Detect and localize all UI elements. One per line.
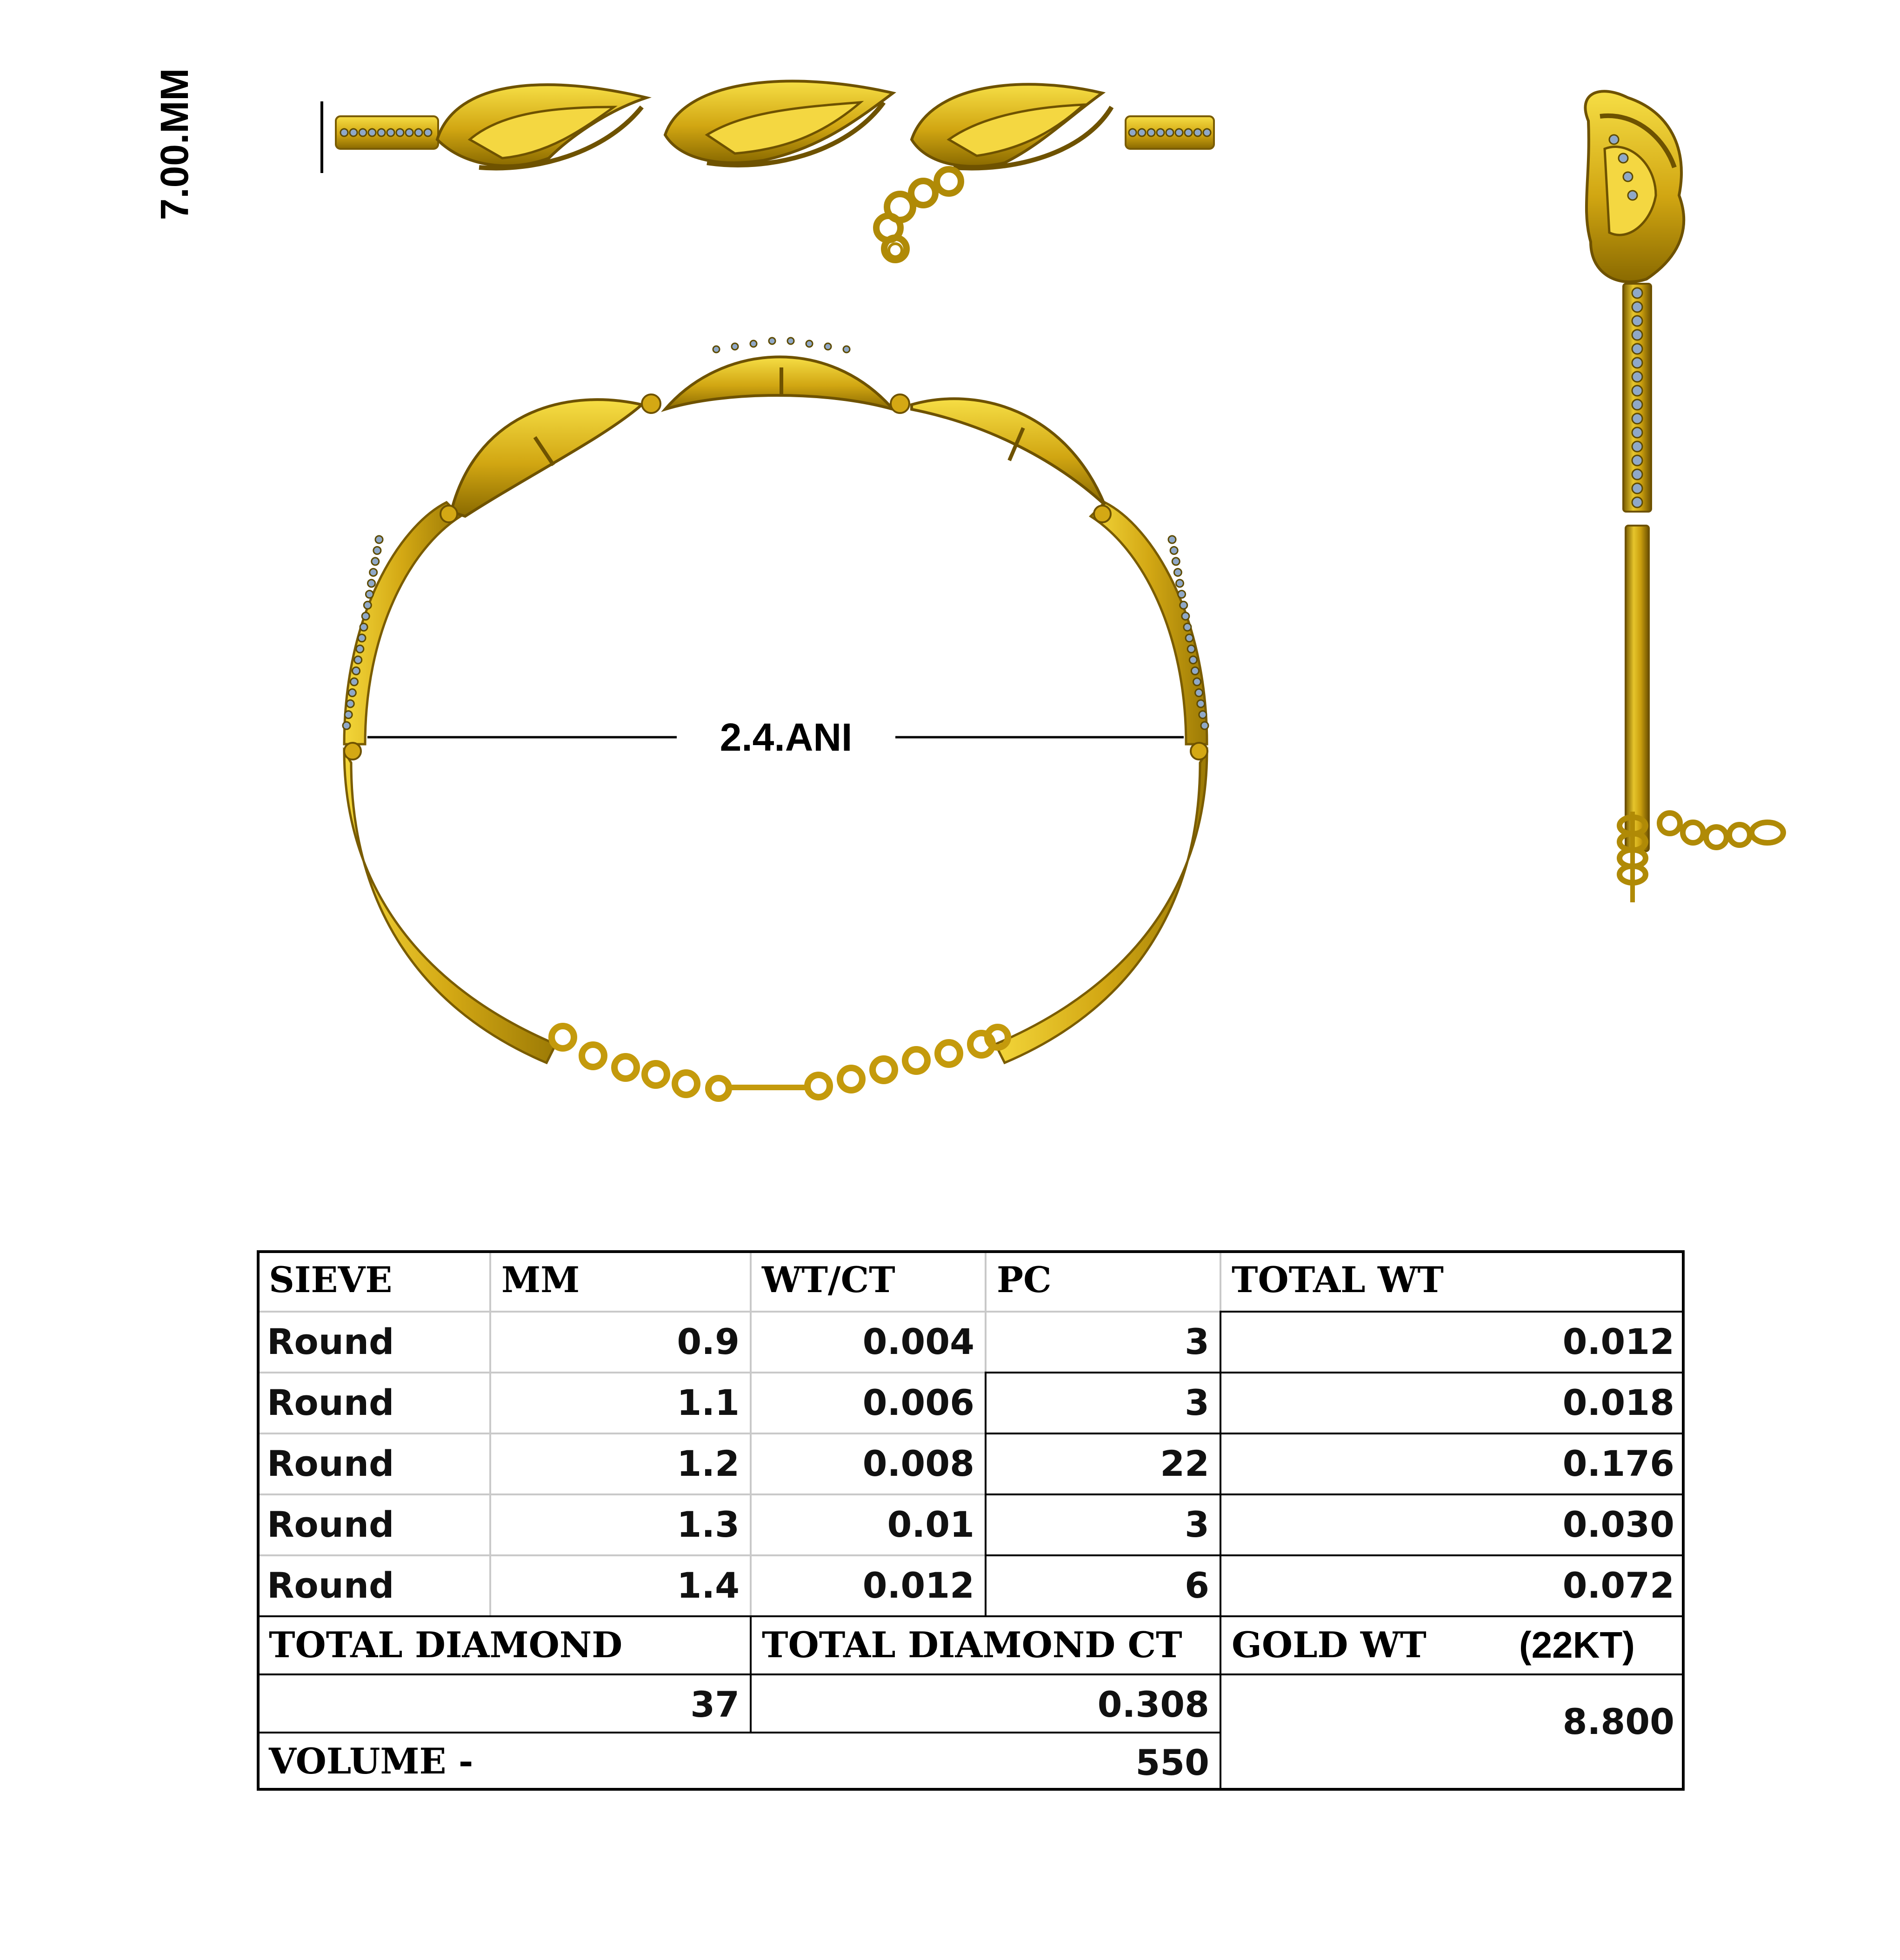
stone	[372, 558, 379, 565]
row-3-pc: 22	[985, 1433, 1220, 1493]
header-total-wt: TOTAL WT	[1220, 1250, 1685, 1311]
stone	[843, 346, 850, 353]
stone	[368, 580, 375, 587]
row-4-total-wt: 0.030	[1220, 1493, 1685, 1554]
row-2-mm: 1.1	[489, 1372, 750, 1433]
stone	[396, 129, 404, 136]
diamond-spec-table	[257, 1250, 1685, 1791]
side-clasp	[1620, 812, 1783, 902]
stone	[1628, 191, 1637, 200]
row-1-pc: 3	[985, 1311, 1220, 1372]
stone	[1186, 634, 1193, 642]
stone	[360, 623, 367, 631]
stone	[350, 129, 357, 136]
header-mm: MM	[489, 1250, 750, 1311]
stone	[348, 689, 356, 696]
stone	[345, 711, 352, 718]
stone	[1632, 288, 1642, 298]
stone	[354, 656, 362, 664]
front-leaf-right	[912, 399, 1105, 505]
stone	[1632, 358, 1642, 368]
total-diamond-ct-value: 0.308	[750, 1673, 1220, 1732]
stone	[1184, 623, 1191, 631]
stone	[1178, 591, 1186, 598]
row-3-total-wt: 0.176	[1220, 1433, 1685, 1493]
row-5-total-wt: 0.072	[1220, 1554, 1685, 1615]
row-1-total-wt: 0.012	[1220, 1311, 1685, 1372]
volume-value: 550	[1135, 1742, 1209, 1783]
gold-wt-label: GOLD WT	[1232, 1624, 1427, 1666]
stone	[1632, 316, 1642, 326]
stone	[1623, 172, 1633, 181]
top-hanging-chain	[876, 169, 961, 260]
stone	[1632, 302, 1642, 312]
stone	[1185, 129, 1192, 136]
stone	[1138, 129, 1146, 136]
total-diamond-label: TOTAL DIAMOND	[257, 1615, 750, 1673]
row-1-mm: 0.9	[489, 1311, 750, 1372]
stone	[1632, 483, 1642, 493]
stone	[347, 700, 354, 707]
stone	[373, 547, 381, 554]
row-4-sieve: Round	[257, 1493, 489, 1554]
stone	[1180, 601, 1187, 609]
row-2-wt-ct: 0.006	[750, 1372, 985, 1433]
stone	[1175, 129, 1183, 136]
gold-karat: (22KT)	[1519, 1624, 1635, 1666]
stone	[732, 343, 738, 350]
gold-wt-value: 8.800	[1220, 1673, 1685, 1791]
header-sieve: SIEVE	[257, 1250, 489, 1311]
row-1-sieve: Round	[257, 1311, 489, 1372]
side-lower-bar	[1626, 526, 1649, 851]
stone	[415, 129, 422, 136]
stone	[1632, 469, 1642, 480]
row-5-sieve: Round	[257, 1554, 489, 1615]
top-view	[322, 81, 1214, 260]
row-2-pc: 3	[985, 1372, 1220, 1433]
stone	[825, 343, 831, 350]
stone	[1129, 129, 1136, 136]
stone	[1194, 129, 1201, 136]
height-dimension-label: 7.00.MM	[153, 68, 196, 220]
stone	[1172, 558, 1180, 565]
stone	[378, 129, 385, 136]
row-5-wt-ct: 0.012	[750, 1554, 985, 1615]
stone	[1168, 536, 1176, 543]
stone	[364, 601, 371, 609]
stone	[1632, 344, 1642, 354]
stone	[1632, 441, 1642, 452]
stone	[769, 338, 775, 344]
stone	[368, 129, 376, 136]
stone	[387, 129, 394, 136]
stone	[1199, 711, 1207, 718]
row-2-total-wt: 0.018	[1220, 1372, 1685, 1433]
row-3-sieve: Round	[257, 1433, 489, 1493]
top-leaf-2	[665, 81, 893, 165]
stone	[1191, 667, 1199, 674]
row-2-sieve: Round	[257, 1372, 489, 1433]
stone	[366, 591, 373, 598]
front-leaf-left	[451, 400, 642, 516]
front-leaf-center	[665, 357, 893, 409]
stone	[806, 340, 813, 347]
stone	[1632, 455, 1642, 466]
stone	[406, 129, 413, 136]
stone	[350, 678, 358, 686]
stone	[340, 129, 348, 136]
row-4-pc: 3	[985, 1493, 1220, 1554]
side-view	[1585, 91, 1783, 902]
stone	[362, 613, 369, 620]
stone	[787, 338, 794, 344]
stone	[1632, 372, 1642, 382]
stone	[1187, 645, 1195, 653]
stone	[1174, 569, 1181, 576]
row-5-mm: 1.4	[489, 1554, 750, 1615]
stone	[1632, 386, 1642, 396]
volume-row	[257, 1732, 1220, 1791]
stone	[1619, 153, 1628, 163]
stone	[1147, 129, 1155, 136]
stone	[1609, 135, 1619, 144]
stone	[1157, 129, 1164, 136]
top-leaf-1	[437, 85, 647, 168]
row-4-mm: 1.3	[489, 1493, 750, 1554]
row-3-mm: 1.2	[489, 1433, 750, 1493]
stone	[370, 569, 377, 576]
stone	[424, 129, 432, 136]
stone	[1201, 722, 1208, 729]
bangle-lower-right-arc	[995, 751, 1207, 1063]
stone	[1632, 413, 1642, 424]
header-wt-ct: WT/CT	[750, 1250, 985, 1311]
stone	[375, 536, 383, 543]
total-diamond-value: 37	[257, 1673, 750, 1732]
stone	[359, 129, 367, 136]
row-5-pc: 6	[985, 1554, 1220, 1615]
stone	[1182, 613, 1189, 620]
row-1-wt-ct: 0.004	[750, 1311, 985, 1372]
stone	[356, 645, 364, 653]
bangle-lower-left-arc	[344, 751, 556, 1063]
stone	[1632, 427, 1642, 438]
stone	[1195, 689, 1203, 696]
stone	[1193, 678, 1201, 686]
stone	[1166, 129, 1173, 136]
stone	[1170, 547, 1178, 554]
gold-wt-label-cell	[1220, 1615, 1685, 1673]
stone	[1632, 330, 1642, 340]
top-leaf-3	[912, 84, 1112, 168]
volume-label: VOLUME -	[269, 1740, 473, 1782]
stone	[353, 667, 360, 674]
diameter-dimension-label: 2.4.ANI	[679, 712, 893, 763]
stone	[343, 722, 350, 729]
stone	[1197, 700, 1205, 707]
stone	[1189, 656, 1197, 664]
stone	[713, 346, 720, 353]
header-pc: PC	[985, 1250, 1220, 1311]
row-4-wt-ct: 0.01	[750, 1493, 985, 1554]
front-bottom-chain	[552, 1026, 1008, 1099]
total-diamond-ct-label: TOTAL DIAMOND CT	[750, 1615, 1220, 1673]
stone	[1632, 497, 1642, 507]
row-3-wt-ct: 0.008	[750, 1433, 985, 1493]
stone	[1176, 580, 1183, 587]
stone	[1203, 129, 1211, 136]
stone	[1632, 400, 1642, 410]
stone	[750, 340, 757, 347]
stone	[358, 634, 366, 642]
